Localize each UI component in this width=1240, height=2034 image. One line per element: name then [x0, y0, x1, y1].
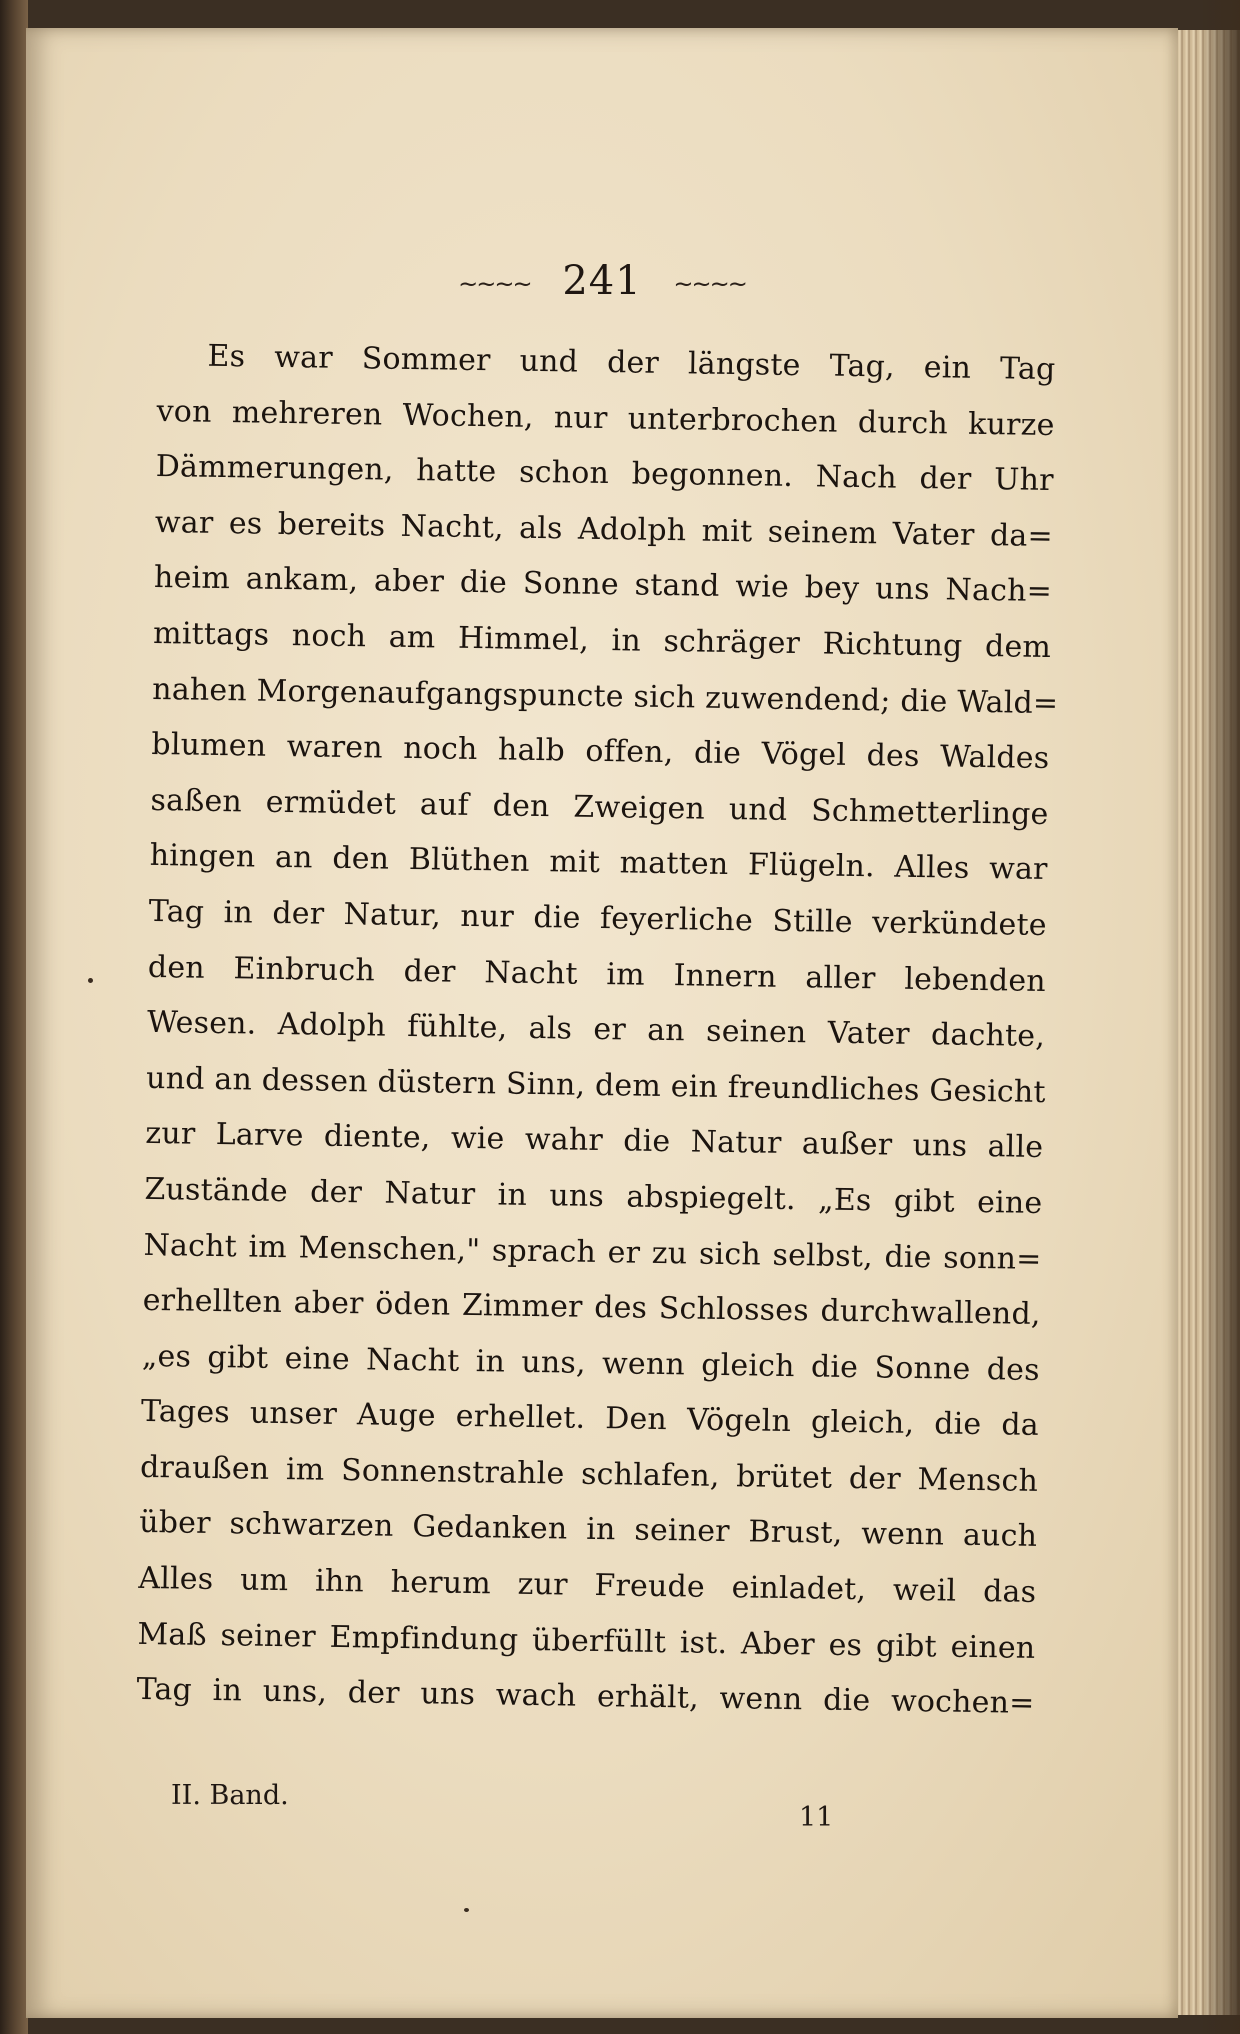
- text-line: und an dessen düstern Sinn, dem ein freundliches Gesicht: [145, 1060, 1046, 1110]
- text-line: erhellten aber öden Zimmer des Schlosses durchwallend,: [142, 1282, 1041, 1333]
- text-line: zur Larve diente, wie wahr die Natur außer uns alle: [145, 1116, 1044, 1166]
- book-page: [26, 28, 1178, 2018]
- header-ornament-right: ~~~~: [673, 270, 746, 298]
- text-line: Wesen. Adolph fühlte, als er an seinen Vater dachte,: [146, 1005, 1046, 1055]
- text-line: Dämmerungen, hatte schon begonnen. Nach der Uhr: [155, 449, 1054, 499]
- text-line: war es bereits Nacht, als Adolph mit seinem Vater da=: [154, 504, 1054, 554]
- text-line: blumen waren noch halb offen, die Vögel des Waldes: [151, 727, 1050, 777]
- text-line: Tag in der Natur, nur die feyerliche Stille verkündete: [148, 893, 1047, 943]
- text-line: Alles um ihn herum zur Freude einladet, weil das: [138, 1560, 1037, 1611]
- paper-speck: [88, 978, 93, 983]
- body-text: [136, 328, 1059, 1732]
- text-line: saßen ermüdet auf den Zweigen und Schmetterlinge: [150, 782, 1049, 832]
- text-line: „es gibt eine Nacht in uns, wenn gleich die Sonne des: [141, 1338, 1041, 1388]
- text-line: Tag in uns, der uns wach erhält, wenn die wochen=: [136, 1672, 1035, 1722]
- page-number: 241: [562, 258, 642, 304]
- text-line: heim ankam, aber die Sonne stand wie bey uns Nach=: [153, 560, 1053, 610]
- volume-signature: II. Band.: [171, 1780, 289, 1811]
- page-stack-shadow: [1200, 0, 1240, 2034]
- text-line: Nacht im Menschen," sprach er zu sich selbst, die sonn=: [143, 1227, 1042, 1277]
- text-line: Tages unser Auge erhellet. Den Vögeln gleich, die da: [140, 1394, 1040, 1444]
- book-binding-edge: [0, 0, 28, 2034]
- page-header: [26, 258, 1178, 304]
- text-line: Maß seiner Empfindung überfüllt ist. Aber es gibt einen: [137, 1616, 1036, 1666]
- text-line: Zustände der Natur in uns abspiegelt. „Es gibt eine: [144, 1171, 1043, 1221]
- text-line: hingen an den Blüthen mit matten Flügeln. Alles war: [149, 838, 1048, 888]
- header-ornament-left: ~~~~: [458, 270, 531, 298]
- text-line: nahen Morgenaufgangspuncte sich zuwendend; die Wald=: [152, 671, 1059, 721]
- text-line: mittags noch am Himmel, in schräger Richtung dem: [152, 615, 1052, 666]
- sheet-signature: 11: [799, 1802, 834, 1833]
- text-line: den Einbruch der Nacht im Innern aller lebenden: [147, 949, 1047, 999]
- text-line: über schwarzen Gedanken in seiner Brust, wenn auch: [138, 1505, 1038, 1555]
- paper-speck: [464, 1908, 469, 1912]
- text-line: draußen im Sonnenstrahle schlafen, brütet der Mensch: [139, 1449, 1039, 1499]
- text-line: Es war Sommer und der längste Tag, ein Tag: [207, 338, 1056, 388]
- text-line: von mehreren Wochen, nur unterbrochen durch kurze: [156, 393, 1055, 443]
